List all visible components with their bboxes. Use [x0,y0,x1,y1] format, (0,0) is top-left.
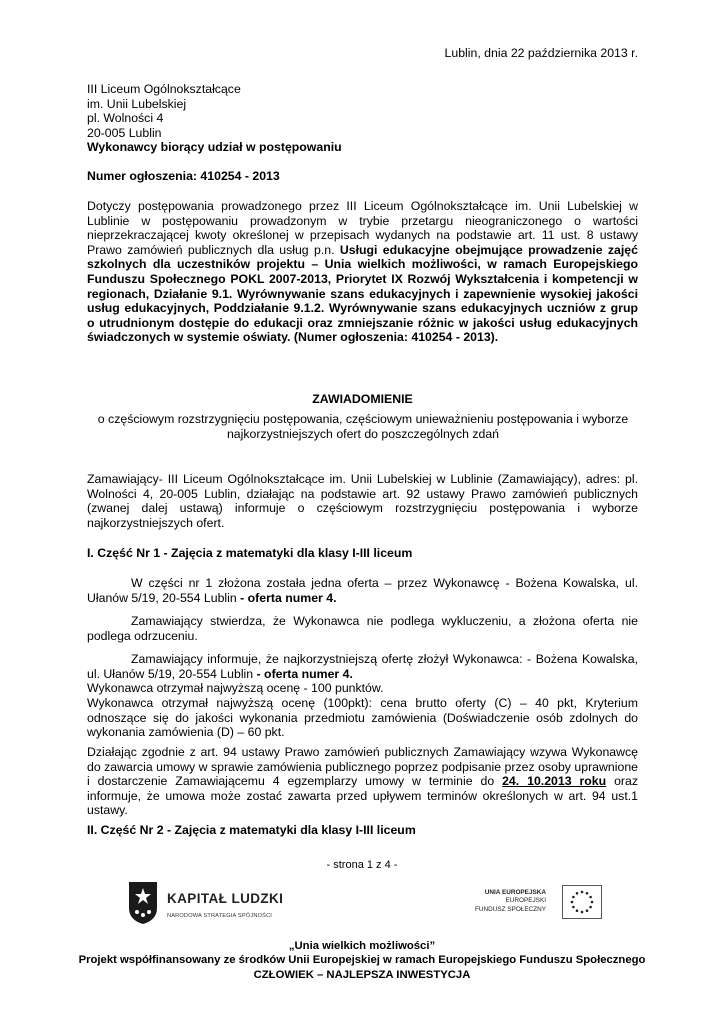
part1-best-offer-text: Zamawiający informuje, że najkorzystniejszą ofertę złożył Wykonawca: - Bożena Kowalska, ul. Ułanów 5/19, 20-554 Lublin [87,652,638,681]
footer-project-name: „Unia wielkich możliwości” [288,940,436,952]
kapital-ludzki-logo [123,878,284,928]
body-intro-paragraph: Zamawiający- III Liceum Ogólnokształcące im. Unii Lubelskiej w Lublinie (Zamawiający), adres: pl. Wolności 4, 20-005 Lublin, działając na podstawie art. 92 ustawy Prawo zamówień publicznych (zwanej dalej ustawą) informuje o częściowym rozstrzygnięciu postępowania i wyborze najkorzystniejszych ofert. [87,472,638,530]
sender-address [87,82,342,155]
part1-offer-paragraph [87,576,638,605]
eu-logo-text [475,889,546,914]
address-line: im. Unii Lubelskiej [87,96,187,111]
part1-heading: I. Część Nr 1 - Zajęcia z matematyki dla klasy I-III liceum [87,546,413,560]
part1-score-line: Wykonawca otrzymał najwyższą ocenę - 100 punktów. [87,681,384,695]
intro-service-name: Usługi edukacyjne obejmujące prowadzenie zajęć szkolnych dla uczestników projektu – Unia wielkich możliwości, w ramach Europejskiego Funduszu Społecznego POKL 2007-2013, Priorytet IX Rozwój Wykształcenia i kompetencji w regionach, Działanie 9.1. Wyrównywanie szans edukacyjnych i zapewnienie wysokiej jakości usług edukacyjnych, Poddziałanie 9.1.2. Wyrównywanie szans edukacyjnych uczniów z grup o utrudnionym dostępie do edukacji oraz zmniejszanie różnic w jakości usług edukacyjnych świadczonych w systemie oświaty. (Numer ogłoszenia: 410254 - 2013). [87,242,638,345]
eu-logo-line: EUROPEJSKI [505,897,546,905]
page-number: - strona 1 z 4 - [326,859,398,871]
eu-flag-icon [562,885,602,919]
part2-heading: II. Część Nr 2 - Zajęcia z matematyki dla klasy I-III liceum [87,823,416,837]
part1-best-offer-paragraph [87,652,638,681]
address-line: III Liceum Ogólnokształcące [87,82,241,96]
kapital-ludzki-subtitle: NARODOWA STRATEGIA SPÓJNOŚCI [167,913,273,919]
footer-slogan: CZŁOWIEK – NAJLEPSZA INWESTYCJA [253,969,471,981]
part1-criteria-paragraph: Wykonawca otrzymał najwyższą ocenę (100pkt): cena brutto oferty (C) – 40 pkt, Kryterium odnoszące się do jakości wykonania przedmiotu zamówienia (Doświadczenie osób zdolnych do wykonania zamówienia (D) – 60 pkt. [87,696,638,740]
part1-exclusion-paragraph: Zamawiający stwierdza, że Wykonawca nie podlega wykluczeniu, a złożona oferta nie podlega odrzuceniu. [87,614,638,643]
document-subtitle: o częściowym rozstrzygnięciu postępowania, częściowym unieważnieniu postępowania i wyborze najkorzystniejszych ofert do poszczególnych zdań [97,412,629,441]
document-title: ZAWIADOMIENIE [312,392,413,406]
part1-offer-number: - oferta numer 4. [240,590,337,605]
intro-text: Dotyczy postępowania prowadzonego przez III Liceum Ogólnokształcące im. Unii Lubelskiej w Lublinie w postępowaniu prowadzonym w trybie przetargu nieograniczonego o wartości nieprzekraczającej kwoty określonej w przepisach wydanych na podstawie art. 11 ust. 8 ustawy Prawo zamówień publicznych dla usług p.n. [87,199,638,257]
kapital-ludzki-emblem-icon [123,878,163,926]
eu-logo [462,885,602,921]
address-line: pl. Wolności 4 [87,111,164,126]
recipients-line: Wykonawcy biorący udział w postępowaniu [87,140,342,155]
footer-cofinancing: Projekt współfinansowany ze środków Unii Europejskiej w ramach Europejskiego Funduszu Społecznego [78,954,646,966]
eu-logo-line: FUNDUSZ SPOŁECZNY [474,905,546,913]
letter-date: Lublin, dnia 22 października 2013 r. [444,46,638,60]
kapital-ludzki-title: KAPITAŁ LUDZKI [167,891,284,906]
part1-best-offer-number: - oferta numer 4. [256,666,353,681]
part1-offer-text: W części nr 1 złożona została jedna oferta – przez Wykonawcę - Bożena Kowalska, ul. Ułanów 5/19, 20-554 Lublin [87,576,638,605]
eu-logo-line: UNIA EUROPEJSKA [484,889,546,896]
intro-paragraph [87,199,638,345]
part1-contract-text: Działając zgodnie z art. 94 ustawy Prawo zamówień publicznych Zamawiający wzywa Wykonawcę do zawarcia umowy w sprawie zamówienia publicznego poprzez podpisanie przez osoby uprawnione i dostarczenie Zamawiającemu 4 egzemplarzy umowy w terminie do [87,745,638,789]
address-line: 20-005 Lublin [87,125,162,140]
part1-contract-text-end: oraz informuje, że umowa może zostać zawarta przed upływem terminów określonych w art. 94 ust.1 ustawy. [87,774,638,818]
announcement-number: Numer ogłoszenia: 410254 - 2013 [87,169,280,183]
part1-contract-paragraph [87,745,638,818]
part1-contract-deadline: 24. 10.2013 roku [502,774,607,789]
